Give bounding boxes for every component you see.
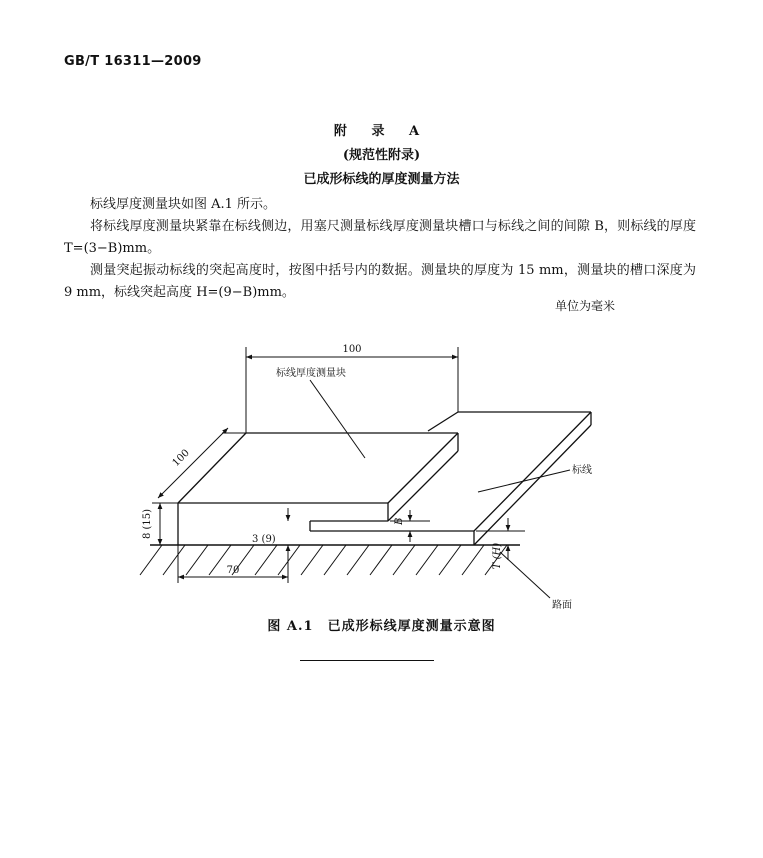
paragraph-2: 将标线厚度测量块紧靠在标线侧边，用塞尺测量标线厚度测量块槽口与标线之间的间隙 B，则标线的厚度 T=(3−B)mm。	[64, 219, 696, 256]
appendix-title: 附 录 A	[333, 124, 430, 139]
paragraph-3: 测量突起振动标线的突起高度时，按图中括号内的数据。测量块的厚度为 15 mm，测量块的槽口深度为 9 mm，标线突起高度 H=(9−B)mm。	[64, 263, 696, 300]
figure-diagram	[0, 330, 763, 610]
marking-label: 标线	[572, 465, 592, 476]
road-leader	[500, 552, 550, 598]
measuring-block	[178, 433, 458, 545]
appendix-subtitle: (规范性附录)	[342, 148, 421, 163]
depth-dimension-label: 100	[170, 447, 192, 469]
figure-caption: 图 A.1 已成形标线厚度测量示意图	[267, 619, 496, 634]
length-dimension-label: 70	[226, 565, 240, 576]
standard-code: GB/T 16311—2009	[64, 54, 202, 69]
appendix-name: 已成形标线的厚度测量方法	[303, 172, 460, 187]
marking-leader	[478, 470, 570, 492]
paragraph-1: 标线厚度测量块如图 A.1 所示。	[90, 197, 277, 212]
height-dimension-label: 8 (15)	[142, 508, 153, 540]
notch-dimension-label: 3 (9)	[252, 534, 276, 545]
end-rule	[300, 660, 434, 661]
width-dimension-label: 100	[342, 344, 362, 355]
road-label: 路面	[552, 600, 572, 610]
thickness-dimension-label: T (H)	[492, 542, 503, 570]
block-leader	[310, 380, 365, 458]
road-marking	[310, 412, 591, 545]
gap-dimension-label: B	[394, 517, 405, 525]
road-hatching	[140, 542, 507, 575]
unit-note: 单位为毫米	[555, 299, 616, 313]
block-label: 标线厚度测量块	[276, 368, 346, 379]
